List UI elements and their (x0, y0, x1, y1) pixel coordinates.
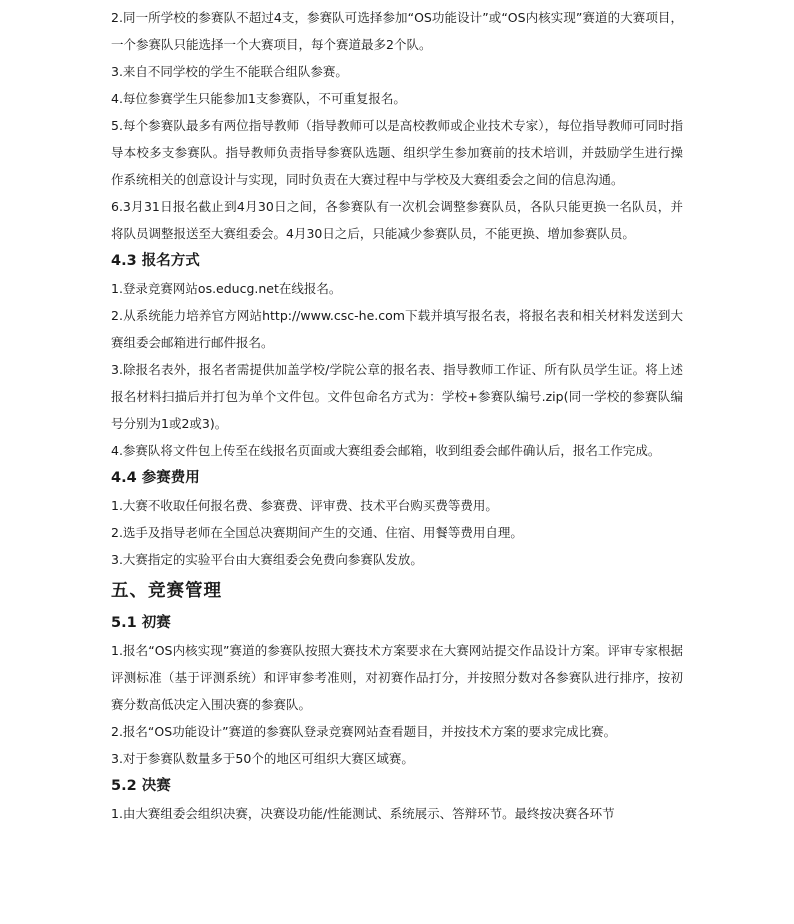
rule-3-no-joint-teams: 3.来自不同学校的学生不能联合组队参赛。 (111, 64, 348, 79)
final-item-1: 1.由大赛组委会组织决赛，决赛设功能/性能测试、系统展示、答辩环节。最终按决赛各环节 (111, 806, 615, 821)
registration-step-1: 1.登录竞赛网站os.educg.net在线报名。 (111, 281, 342, 296)
rule-2-school-team-limit: 2.同一所学校的参赛队不超过4支，参赛队可选择参加“OS功能设计”或“OS内核实现”赛道的大赛项目，一个参赛队只能选择一个大赛项目，每个赛道最多2个队。 (111, 10, 683, 52)
registration-step-4: 4.参赛队将文件包上传至在线报名页面或大赛组委会邮箱，收到组委会邮件确认后，报名工作完成。 (111, 443, 661, 458)
preliminary-item-3: 3.对于参赛队数量多于50个的地区可组织大赛区域赛。 (111, 751, 414, 766)
rule-4-single-team: 4.每位参赛学生只能参加1支参赛队，不可重复报名。 (111, 91, 406, 106)
chapter-heading-competition-management: 五、竞赛管理 (111, 581, 222, 601)
section-heading-registration-method: 4.3 报名方式 (111, 253, 200, 269)
section-heading-final: 5.2 决赛 (111, 778, 171, 794)
fees-item-3: 3.大赛指定的实验平台由大赛组委会免费向参赛队发放。 (111, 552, 423, 567)
rule-6-member-change: 6.3月31日报名截止到4月30日之间，各参赛队有一次机会调整参赛队员，各队只能更换一名队员，并将队员调整报送至大赛组委会。4月30日之后，只能减少参赛队员，不能更换、增加参赛队员。 (111, 199, 683, 241)
registration-step-3: 3.除报名表外，报名者需提供加盖学校/学院公章的报名表、指导教师工作证、所有队员学生证。将上述报名材料扫描后并打包为单个文件包。文件包命名方式为：学校+参赛队编号.zip(同一学校的参赛队编号分别为1或2或3)。 (111, 362, 683, 431)
registration-step-2: 2.从系统能力培养官方网站http://www.csc-he.com下载并填写报名表，将报名表和相关材料发送到大赛组委会邮箱进行邮件报名。 (111, 308, 683, 350)
preliminary-item-1: 1.报名“OS内核实现”赛道的参赛队按照大赛技术方案要求在大赛网站提交作品设计方案。评审专家根据评测标准（基于评测系统）和评审参考准则，对初赛作品打分，并按照分数对各参赛队进行排序，按初赛分数高低决定入围决赛的参赛队。 (111, 643, 683, 712)
document-content (111, 4, 696, 827)
rule-5-advisors: 5.每个参赛队最多有两位指导教师（指导教师可以是高校教师或企业技术专家），每位指导教师可同时指导本校多支参赛队。指导教师负责指导参赛队选题、组织学生参加赛前的技术培训，并鼓励学生进行操 作系统相关的创意设计与实现，同时负责在大赛过程中与学校及大赛组委会之间的信息沟通。 (111, 118, 696, 187)
section-heading-preliminary: 5.1 初赛 (111, 615, 171, 631)
fees-item-2: 2.选手及指导老师在全国总决赛期间产生的交通、住宿、用餐等费用自理。 (111, 525, 523, 540)
preliminary-item-2: 2.报名“OS功能设计”赛道的参赛队登录竞赛网站查看题目，并按技术方案的要求完成比赛。 (111, 724, 617, 739)
section-heading-fees: 4.4 参赛费用 (111, 470, 200, 486)
fees-item-1: 1.大赛不收取任何报名费、参赛费、评审费、技术平台购买费等费用。 (111, 498, 498, 513)
